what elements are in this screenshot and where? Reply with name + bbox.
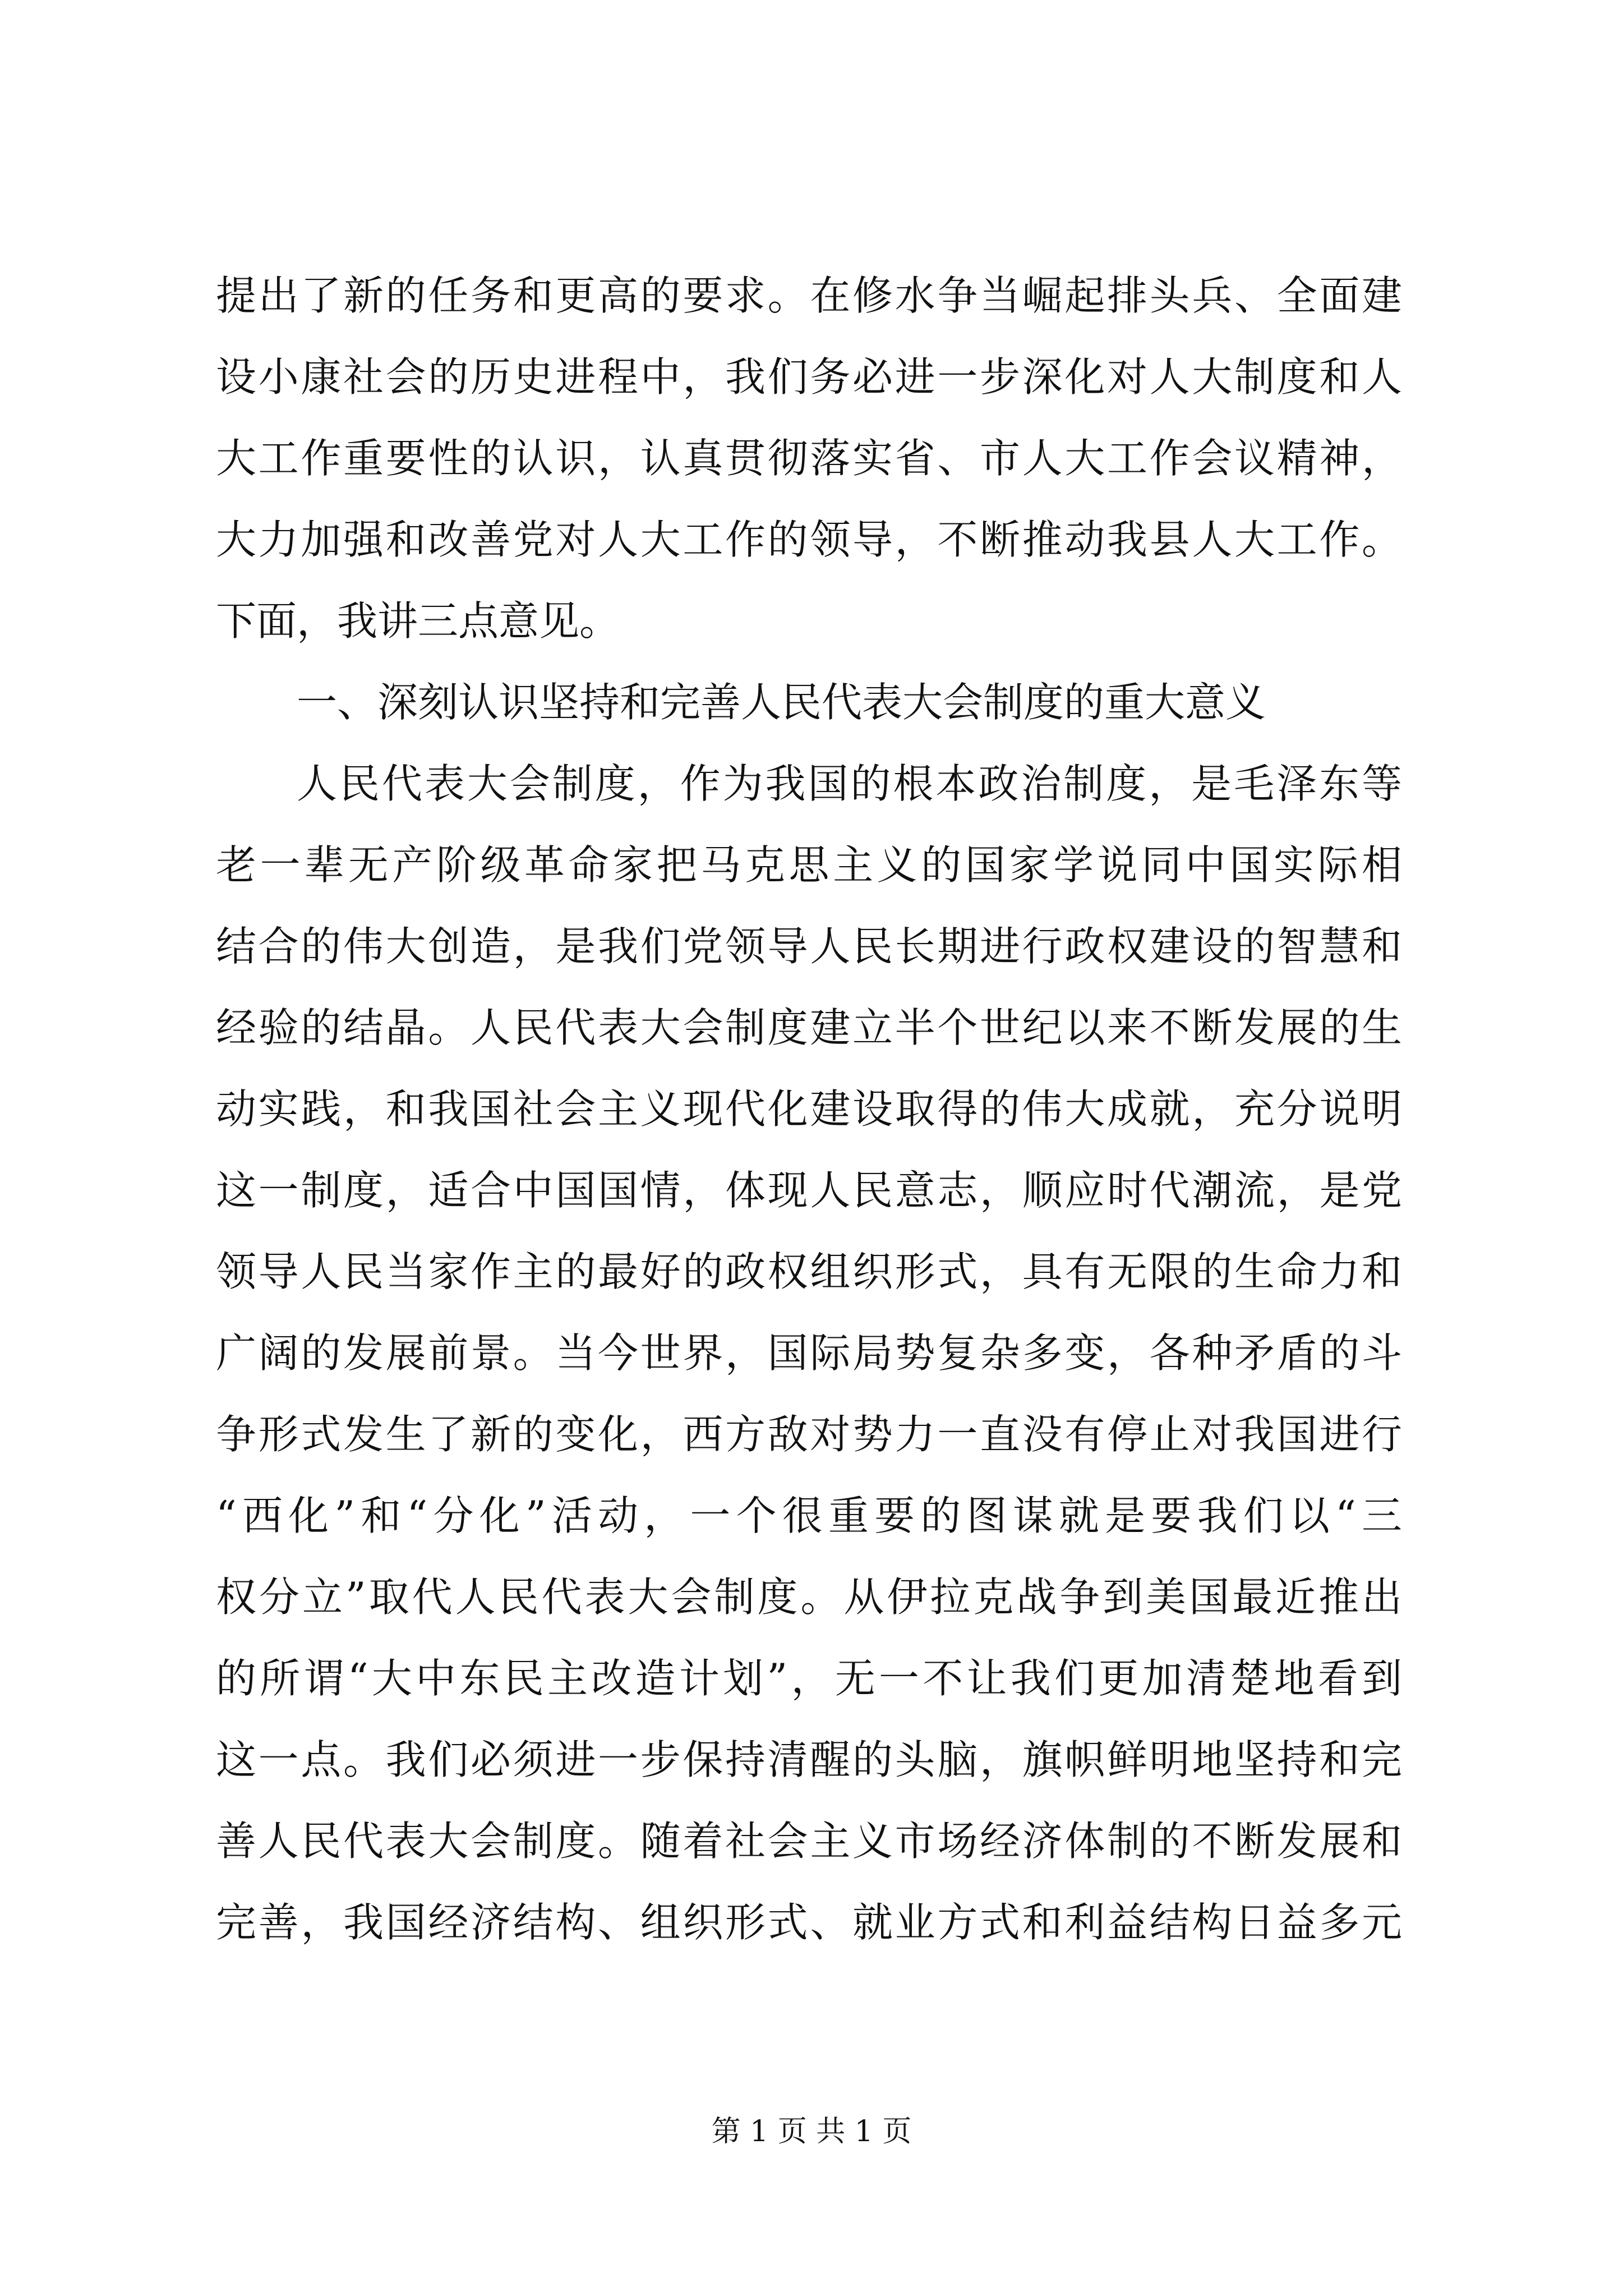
text-line: 完善，我国经济结构、组织形式、就业方式和利益结构日益多元 bbox=[216, 1899, 1402, 1946]
text-line: 广阔的发展前景。当今世界，国际局势复杂多变，各种矛盾的斗 bbox=[216, 1329, 1402, 1377]
text-line: 老一辈无产阶级革命家把马克思主义的国家学说同中国实际相 bbox=[216, 841, 1402, 889]
page-footer bbox=[0, 2109, 1623, 2154]
text-line: 这一制度，适合中国国情，体现人民意志，顺应时代潮流，是党 bbox=[216, 1167, 1402, 1214]
text-line: 的所谓“大中东民主改造计划”，无一不让我们更加清楚地看到 bbox=[216, 1655, 1402, 1702]
text-line: “西化”和“分化”活动，一个很重要的图谋就是要我们以“三 bbox=[216, 1492, 1402, 1539]
text-line: 大工作重要性的认识，认真贯彻落实省、市人大工作会议精神， bbox=[216, 435, 1402, 482]
page-number-label: 第 1 页 共 1 页 bbox=[711, 2115, 912, 2148]
text-line: 提出了新的任务和更高的要求。在修水争当崛起排头兵、全面建 bbox=[216, 272, 1402, 319]
text-line: 大力加强和改善党对人大工作的领导，不断推动我县人大工作。 bbox=[216, 516, 1402, 563]
text-line: 这一点。我们必须进一步保持清醒的头脑，旗帜鲜明地坚持和完 bbox=[216, 1736, 1402, 1783]
text-line: 善人民代表大会制度。随着社会主义市场经济体制的不断发展和 bbox=[216, 1818, 1402, 1865]
document-body bbox=[216, 255, 1402, 1963]
text-line: 人民代表大会制度，作为我国的根本政治制度，是毛泽东等 bbox=[297, 760, 1402, 807]
text-line: 权分立”取代人民代表大会制度。从伊拉克战争到美国最近推出 bbox=[216, 1573, 1402, 1621]
text-line: 设小康社会的历史进程中，我们务必进一步深化对人大制度和人 bbox=[216, 353, 1402, 401]
text-line: 结合的伟大创造，是我们党领导人民长期进行政权建设的智慧和 bbox=[216, 923, 1402, 970]
text-line: 领导人民当家作主的最好的政权组织形式，具有无限的生命力和 bbox=[216, 1248, 1402, 1295]
text-line: 争形式发生了新的变化，西方敌对势力一直没有停止对我国进行 bbox=[216, 1411, 1402, 1458]
section-heading: 一、深刻认识坚持和完善人民代表大会制度的重大意义 bbox=[297, 679, 1266, 726]
text-line: 动实践，和我国社会主义现代化建设取得的伟大成就，充分说明 bbox=[216, 1085, 1402, 1133]
text-line: 下面，我讲三点意见。 bbox=[216, 597, 620, 645]
text-line: 经验的结晶。人民代表大会制度建立半个世纪以来不断发展的生 bbox=[216, 1004, 1402, 1051]
